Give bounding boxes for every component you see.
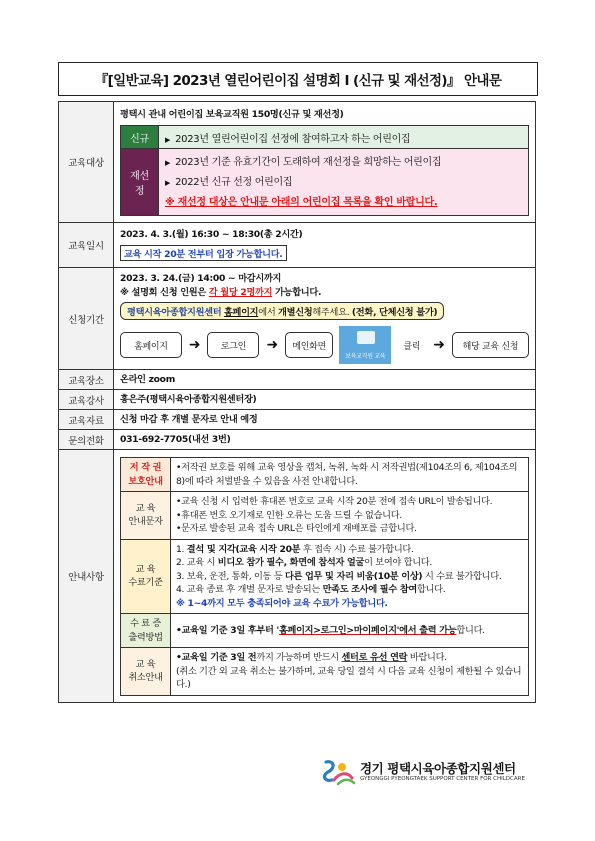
lecturer-value: 홍은주(평택시육아종합지원센터장) [120, 393, 257, 405]
certificate-text-cell [171, 614, 529, 648]
document-title: 『[일반교육] 2023년 열린어린이집 설명회 I (신규 및 재선정)』 안내문 [58, 62, 538, 96]
material-label: 교육자료 [59, 410, 114, 430]
arrow-right-icon: ➜ [266, 337, 278, 353]
row-apply [59, 268, 536, 370]
re-row [121, 149, 529, 216]
copyright-title: 저 작 권 보호안내 [121, 458, 171, 492]
row-date [59, 223, 536, 268]
homepage-link[interactable]: 홈페이지 [223, 307, 259, 318]
target-content [114, 102, 536, 223]
notes-content [114, 450, 536, 703]
apply-limit: ※ 설명회 신청 인원은 각 월당 2명까지 가능합니다. [120, 287, 322, 298]
sms-item-2: •휴대폰 번호 오기재로 인한 오류는 도움 드릴 수 없습니다. [176, 509, 402, 521]
place-content [114, 370, 536, 390]
sms-title: 교 육 안내문자 [121, 492, 171, 540]
copyright-text-cell [171, 458, 529, 492]
note-certificate [121, 614, 529, 648]
re-tag: 재선정 [121, 149, 159, 216]
criteria-item-2: 2. 교육 시 비디오 참가 필수, 화면에 참석자 얼굴이 보여야 합니다. [176, 557, 432, 568]
certificate-text: •교육일 기준 3일 후부터 '홈페이지>로그인>마이페이지'에서 출력 가능합니다. [176, 624, 485, 636]
cancel-text: •교육일 기준 3일 전까지 가능하며 반드시 센터로 유선 연락 바랍니다. [176, 652, 447, 663]
row-lecturer [59, 390, 536, 410]
target-intro: 평택시 관내 어린이집 보육교직원 150명(신규 및 재선정) [120, 109, 344, 120]
center-english-name: GYEONGGI PYEONGTAEK SUPPORT CENTER FOR CHILDCARE [360, 776, 525, 782]
target-label: 교육대상 [59, 102, 114, 223]
re-item-1: 2023년 기준 유효기간이 도래하여 재선정을 희망하는 어린이집 [175, 156, 442, 168]
copyright-text: •저작권 보호를 위해 교육 영상을 캡쳐, 녹취, 녹화 시 저작권법(제104조의 6, 제104조의 8)에 따라 처벌받을 수 있음을 사전 안내합니다. [176, 462, 518, 487]
center-logo [320, 758, 534, 786]
date-value: 2023. 4. 3.(월) 16:30 ~ 18:30(총 2시간) [120, 229, 303, 240]
flow-step-click: 클릭 [403, 341, 421, 352]
cancel-title: 교 육 취소안내 [121, 648, 171, 696]
note-cancel [121, 648, 529, 696]
criteria-item-3: 3. 보육, 운전, 통화, 이동 등 다른 업무 및 자리 비움(10분 이상) 시 수료 불가합니다. [176, 570, 502, 582]
criteria-text-cell [171, 539, 529, 614]
thumbnail-caption: 보육교직원 교육 [345, 353, 386, 360]
target-groups [120, 125, 529, 216]
sms-text-cell [171, 492, 529, 540]
new-item: 2023년 열린어린이집 선정에 참여하고자 하는 어린이집 [175, 133, 411, 145]
criteria-title: 교 육 수료기준 [121, 539, 171, 614]
triangle-bullet-icon: ▶ [165, 178, 171, 187]
row-place [59, 370, 536, 390]
place-label: 교육장소 [59, 370, 114, 390]
date-label: 교육일시 [59, 223, 114, 268]
re-items-cell [159, 149, 529, 216]
center-logo-icon [320, 758, 356, 786]
re-note: ※ 재선정 대상은 안내문 아래의 어린이집 목록을 확인 바랍니다. [165, 196, 438, 208]
date-note: 교육 시작 20분 전부터 입장 가능합니다. [120, 245, 287, 261]
apply-period: 2023. 3. 24.(금) 14:00 ~ 마감시까지 [120, 273, 282, 284]
place-value: 온라인 zoom [120, 373, 175, 385]
cancel-text-cell [171, 648, 529, 696]
re-item-2: 2022년 신규 선정 어린이집 [175, 176, 293, 188]
flow-step-login: 로그인 [207, 332, 259, 358]
row-target [59, 102, 536, 223]
triangle-bullet-icon: ▶ [165, 135, 171, 144]
center-name: 경기 평택시육아종합지원센터 [360, 761, 516, 776]
notes-label: 안내사항 [59, 450, 114, 703]
new-item-cell [159, 126, 529, 149]
material-content [114, 410, 536, 430]
row-contact [59, 430, 536, 450]
note-copyright [121, 458, 529, 492]
lecturer-label: 교육강사 [59, 390, 114, 410]
flow-step-homepage: 홈페이지 [120, 332, 182, 358]
note-sms [121, 492, 529, 540]
note-criteria [121, 539, 529, 614]
triangle-bullet-icon: ▶ [165, 158, 171, 167]
apply-content [114, 268, 536, 370]
apply-flow [120, 326, 529, 364]
info-table [58, 101, 536, 703]
row-material [59, 410, 536, 430]
sms-item-1: •교육 신청 시 입력한 휴대폰 번호로 교육 시작 20분 전에 접속 URL이 발송됩니다. [176, 496, 493, 507]
criteria-note: ※ 1~4까지 모두 충족되어야 교육 수료가 가능합니다. [176, 597, 388, 609]
notes-table [120, 457, 529, 696]
lecturer-content [114, 390, 536, 410]
apply-label: 신청기간 [59, 268, 114, 370]
new-tag: 신규 [121, 126, 159, 149]
book-icon [357, 331, 375, 344]
apply-limit-red: 각 월당 2명까지 [208, 287, 273, 298]
contact-label: 문의전화 [59, 430, 114, 450]
apply-how: 평택시육아종합지원센터 홈페이지에서 개별신청해주세요. (전화, 단체신청 불가) [120, 302, 444, 320]
cancel-sub: (취소 기간 외 교육 취소는 불가하며, 교육 당일 결석 시 다음 교육 신청이 제한될 수 있습니다.) [176, 665, 522, 690]
contact-content [114, 430, 536, 450]
contact-value: 031-692-7705(내선 3번) [120, 433, 231, 445]
criteria-item-4: 4. 교육 종료 후 개별 문자로 발송되는 만족도 조사에 필수 참여합니다. [176, 584, 446, 595]
flow-step-apply: 해당 교육 신청 [452, 332, 529, 358]
new-row [121, 126, 529, 149]
certificate-title: 수 료 증 출력방법 [121, 614, 171, 648]
date-content [114, 223, 536, 268]
sms-item-3: •문자로 발송된 교육 접속 URL은 타인에게 재배포를 금합니다. [176, 523, 417, 534]
flow-step-main: 메인화면 [285, 332, 333, 358]
row-notes [59, 450, 536, 703]
arrow-right-icon: ➜ [433, 337, 445, 353]
arrow-right-icon: ➜ [188, 337, 201, 353]
menu-thumbnail-image [339, 326, 391, 364]
criteria-item-1: 1. 결석 및 지각(교육 시작 20분 후 접속 시) 수료 불가합니다. [176, 543, 414, 555]
material-value: 신청 마감 후 개별 문자로 안내 예정 [120, 413, 258, 425]
